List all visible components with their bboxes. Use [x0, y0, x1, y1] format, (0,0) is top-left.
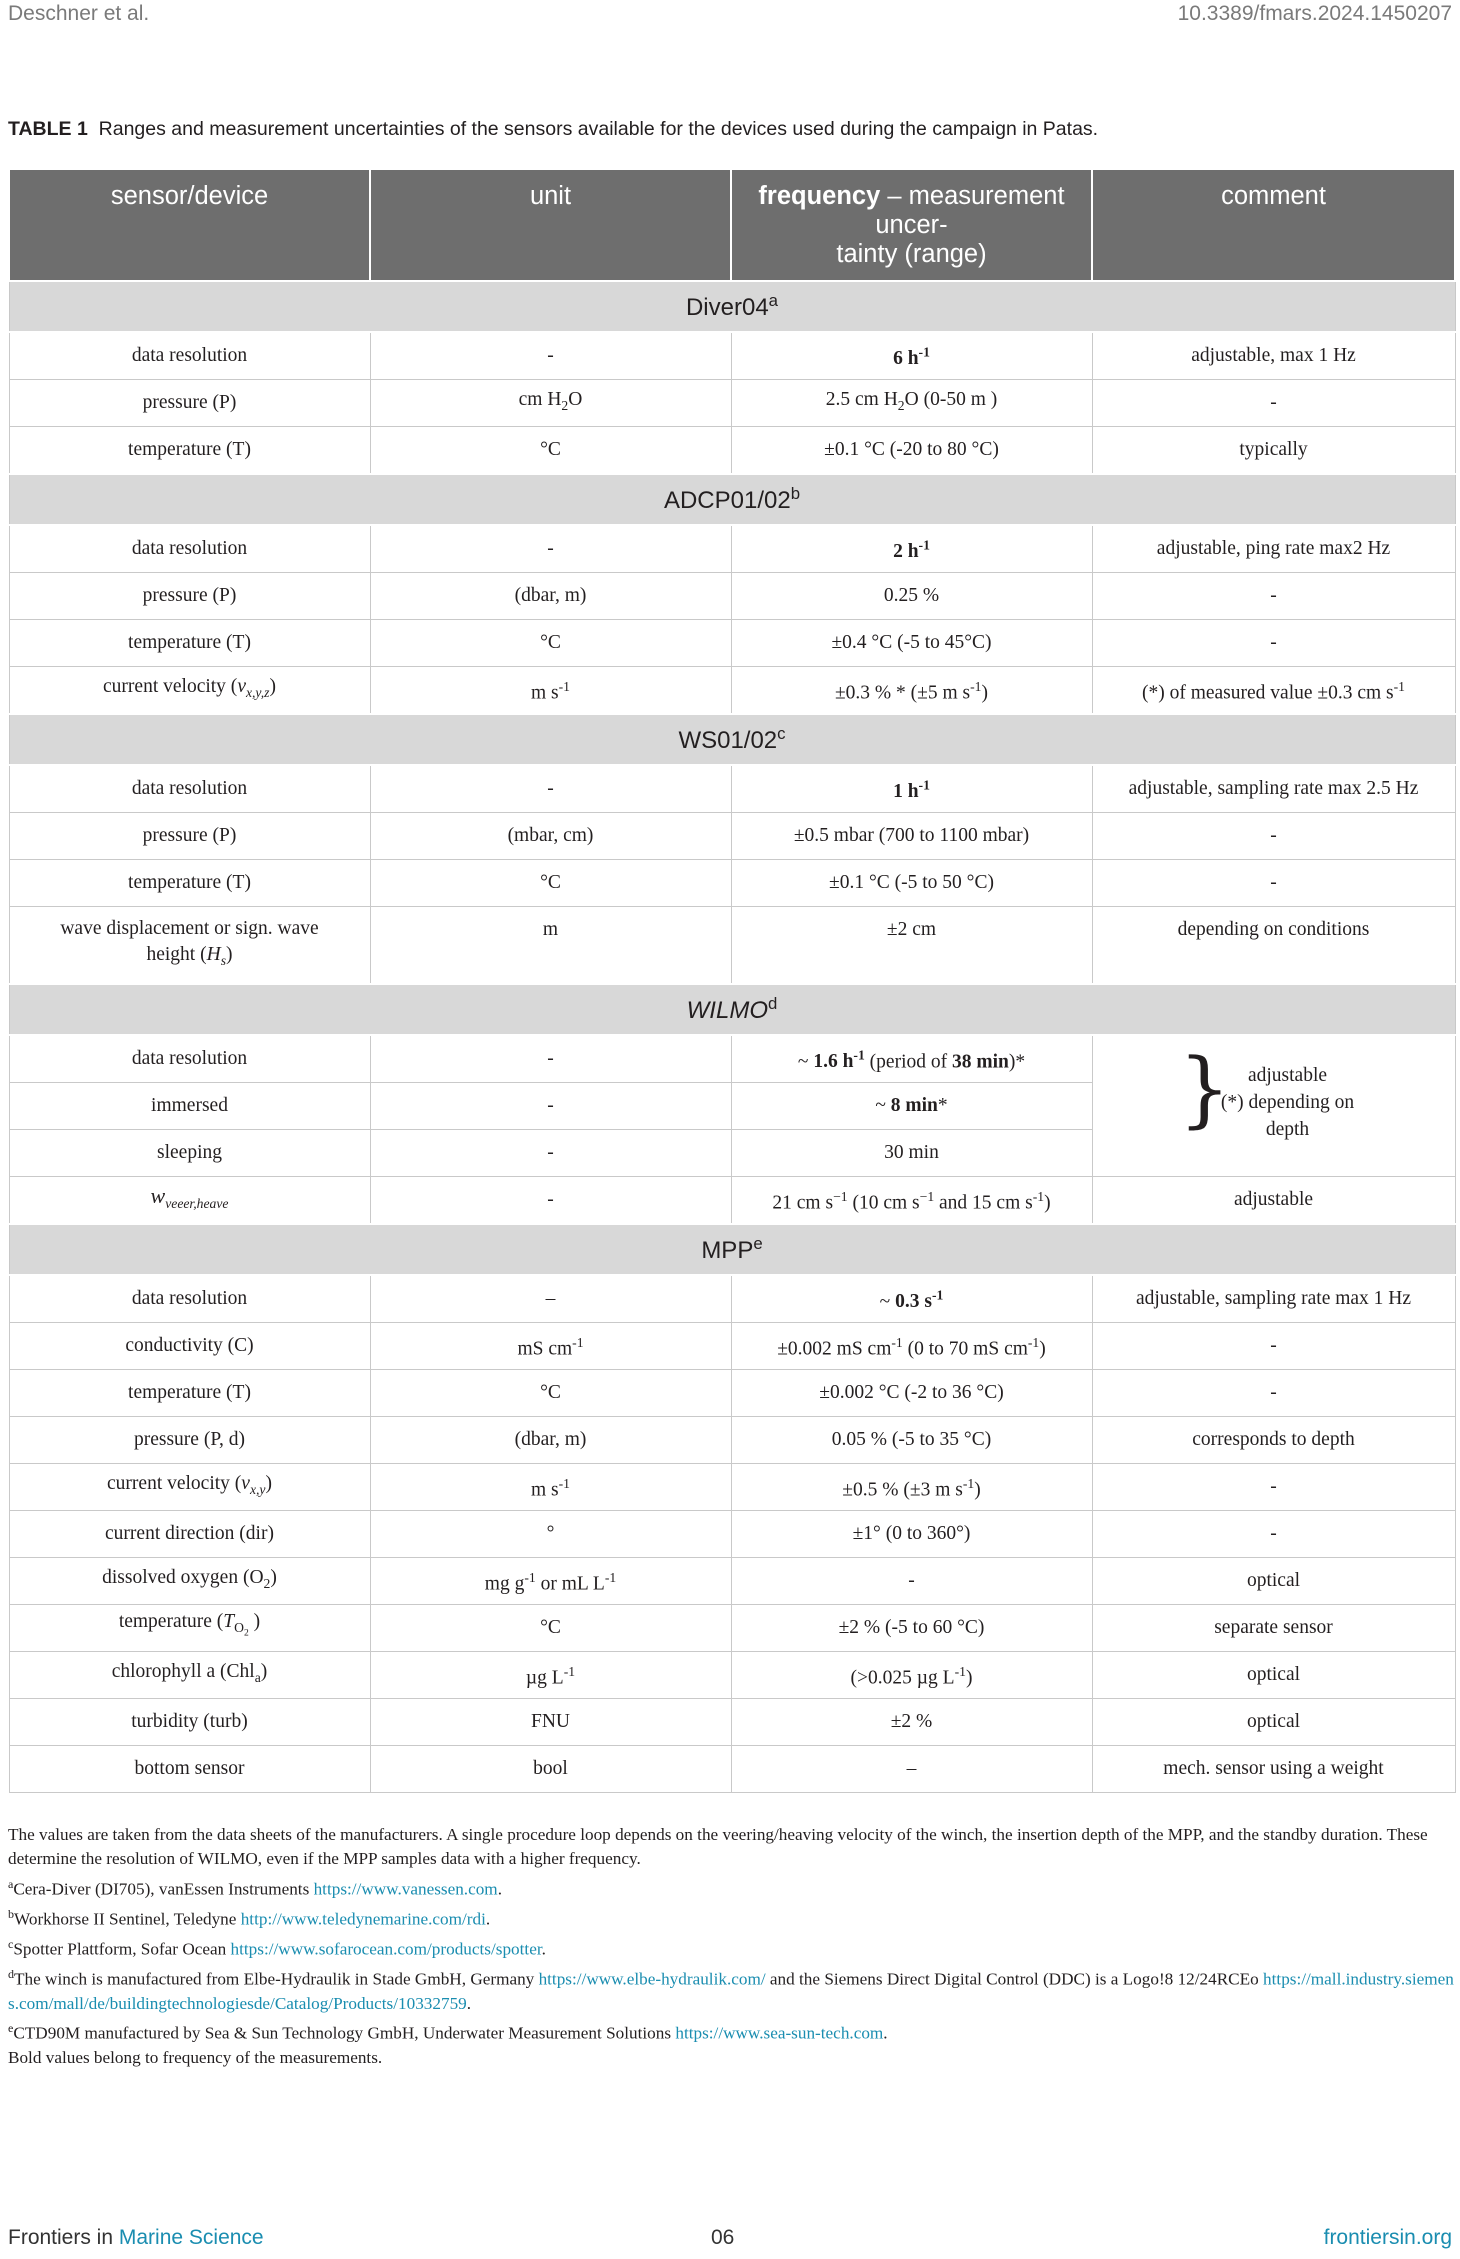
cell-sensor: temperature (T)	[9, 1370, 370, 1417]
table-row	[9, 907, 1455, 985]
cell-sensor: pressure (P)	[9, 813, 370, 860]
cell-sensor: temperature (T)	[9, 860, 370, 907]
table-row	[9, 427, 1455, 475]
cell-frequency: (>0.025 µg $L^{-1}$)	[731, 1652, 1092, 1699]
cell-unit: °C	[370, 620, 731, 667]
cell-comment: adjustable	[1092, 1177, 1455, 1225]
cell-sensor: pressure (P)	[9, 380, 370, 427]
table-row	[9, 573, 1455, 620]
cell-sensor: current direction (dir)	[9, 1511, 370, 1558]
footnote-link[interactable]: https://mall.industry.siemens.com/mall/de/buildingtechnologiesde/Catalog/Products/10332759	[8, 1969, 1454, 2013]
table-row	[9, 1417, 1455, 1464]
table-row	[9, 1511, 1455, 1558]
table-row	[9, 813, 1455, 860]
cell-comment: -	[1092, 1511, 1455, 1558]
running-header-doi: 10.3389/fmars.2024.1450207	[1177, 2, 1452, 25]
cell-sensor: data resolution	[9, 1275, 370, 1323]
cell-frequency: -	[731, 1558, 1092, 1605]
cell-unit: °C	[370, 1370, 731, 1417]
cell-unit: °C	[370, 860, 731, 907]
cell-sensor: pressure (P)	[9, 573, 370, 620]
brace-comment: adjustable (*) depending on depth	[1220, 1065, 1355, 1140]
cell-comment: adjustable, sampling rate max 2.5 Hz	[1092, 765, 1455, 813]
table-row	[9, 1746, 1455, 1793]
cell-comment: -	[1092, 573, 1455, 620]
table-row	[9, 1323, 1455, 1370]
section-title: WS01/02$^c$	[9, 714, 1455, 765]
cell-frequency: ±1° (0 to 360°)	[731, 1511, 1092, 1558]
cell-frequency: ±0.4 °C (-5 to 45°C)	[731, 620, 1092, 667]
cell-sensor: immersed	[9, 1083, 370, 1130]
table-row	[9, 1177, 1455, 1225]
cell-sensor: $w_{veeer,heave}$	[9, 1177, 370, 1225]
section-row-wilmo	[9, 984, 1455, 1035]
footnote-c: $^c$Spotter Plattform, Sofar Ocean https://www.sofarocean.com/products/spotter.	[8, 1936, 546, 1959]
cell-comment: mech. sensor using a weight	[1092, 1746, 1455, 1793]
footnote-bold-note: Bold values belong to frequency of the measurements.	[8, 2048, 383, 2068]
footnote-link[interactable]: http://www.teledynemarine.com/rdi	[240, 1909, 486, 1929]
cell-sensor: current velocity $(v_{x,y,z})$	[9, 667, 370, 715]
cell-sensor: data resolution	[9, 1035, 370, 1083]
cell-sensor: temperature (T)	[9, 620, 370, 667]
cell-frequency: ±0.5 mbar (700 to 1100 mbar)	[731, 813, 1092, 860]
section-title: MPP$^e$	[9, 1224, 1455, 1275]
section-row-ws	[9, 714, 1455, 765]
cell-unit: –	[370, 1275, 731, 1323]
table-row	[9, 1558, 1455, 1605]
table-row	[9, 1605, 1455, 1652]
table-row	[9, 667, 1455, 715]
table-row	[9, 1035, 1455, 1083]
cell-unit: -	[370, 1177, 731, 1225]
col-header-frequency	[731, 169, 1092, 281]
cell-sensor: conductivity (C)	[9, 1323, 370, 1370]
cell-unit: m $s^{-1}$	[370, 1464, 731, 1511]
table-row	[9, 1464, 1455, 1511]
footnote-link[interactable]: https://www.sofarocean.com/products/spotter	[230, 1939, 542, 1959]
cell-comment: corresponds to depth	[1092, 1417, 1455, 1464]
cell-frequency: 21 cm $s^{-1}$ (10 cm $s^{-1}$ and 15 cm $s^{-1}$)	[731, 1177, 1092, 1225]
cell-comment: optical	[1092, 1699, 1455, 1746]
cell-frequency: 0.25 %	[731, 573, 1092, 620]
cell-comment-merged	[1092, 1035, 1455, 1177]
cell-comment: optical	[1092, 1558, 1455, 1605]
cell-unit: -	[370, 525, 731, 573]
cell-unit: m	[370, 907, 731, 985]
cell-comment: adjustable, sampling rate max 1 Hz	[1092, 1275, 1455, 1323]
table-row	[9, 765, 1455, 813]
cell-sensor: data resolution	[9, 765, 370, 813]
cell-frequency: 2 $h^{-1}$	[731, 525, 1092, 573]
cell-comment: -	[1092, 1464, 1455, 1511]
table-row	[9, 1699, 1455, 1746]
cell-unit: -	[370, 332, 731, 380]
running-header-authors: Deschner et al.	[8, 2, 150, 25]
cell-frequency: ±2 cm	[731, 907, 1092, 985]
col-header-frequency-rest: – measurement uncer-	[875, 182, 1065, 239]
cell-unit: m $s^{-1}$	[370, 667, 731, 715]
cell-sensor: pressure (P, d)	[9, 1417, 370, 1464]
cell-sensor: temperature ($T_{O_2}$ )	[9, 1605, 370, 1652]
table-row	[9, 1370, 1455, 1417]
cell-sensor: turbidity (turb)	[9, 1699, 370, 1746]
cell-unit: mg $g^{-1}$ or mL $L^{-1}$	[370, 1558, 731, 1605]
page-number: 06	[711, 2226, 735, 2249]
footnote-e: $^e$CTD90M manufactured by Sea & Sun Technology GmbH, Underwater Measurement Solutions https://www.sea-sun-tech.com.	[8, 2021, 888, 2043]
cell-frequency: ±0.002 mS $cm^{-1}$ (0 to 70 mS $cm^{-1}$)	[731, 1323, 1092, 1370]
cell-sensor: wave displacement or sign. wave height $(H_s)$	[9, 907, 370, 985]
cell-frequency: 30 min	[731, 1130, 1092, 1177]
cell-unit: cm $H_2O$	[370, 380, 731, 427]
cell-frequency: 6 $h^{-1}$	[731, 332, 1092, 380]
caption-text: Ranges and measurement uncertainties of the sensors available for the devices used during the campaign in Patas.	[98, 118, 1099, 140]
cell-unit: FNU	[370, 1699, 731, 1746]
cell-comment: -	[1092, 1323, 1455, 1370]
table-row	[9, 525, 1455, 573]
footnote-a: $^a$Cera-Diver (DI705), vanEssen Instruments https://www.vanessen.com.	[8, 1876, 502, 1899]
cell-sensor: current velocity $(v_{x,y})$	[9, 1464, 370, 1511]
cell-comment: -	[1092, 860, 1455, 907]
cell-sensor: bottom sensor	[9, 1746, 370, 1793]
cell-comment: adjustable, max 1 Hz	[1092, 332, 1455, 380]
cell-frequency: ±0.1 °C (-20 to 80 °C)	[731, 427, 1092, 475]
cell-sensor: data resolution	[9, 525, 370, 573]
cell-sensor: data resolution	[9, 332, 370, 380]
cell-frequency: ~ 0.3 $s^{-1}$	[731, 1275, 1092, 1323]
section-row-diver	[9, 281, 1455, 332]
table-row	[9, 860, 1455, 907]
cell-unit: bool	[370, 1746, 731, 1793]
cell-comment: adjustable, ping rate max2 Hz	[1092, 525, 1455, 573]
table-row	[9, 1652, 1455, 1699]
footer-site-link[interactable]: frontiersin.org	[1323, 2226, 1452, 2249]
footnote-link[interactable]: https://www.sea-sun-tech.com	[675, 2023, 884, 2043]
cell-frequency: –	[731, 1746, 1092, 1793]
cell-unit: mS $cm^{-1}$	[370, 1323, 731, 1370]
cell-frequency: 2.5 cm $H_2O$ (0-50 m )	[731, 380, 1092, 427]
section-title: WILMO$^d$	[9, 984, 1455, 1035]
cell-unit: -	[370, 1035, 731, 1083]
footnote-b: $^b$Workhorse II Sentinel, Teledyne http://www.teledynemarine.com/rdi.	[8, 1906, 491, 1929]
cell-frequency: 1 $h^{-1}$	[731, 765, 1092, 813]
cell-comment: typically	[1092, 427, 1455, 475]
cell-unit: -	[370, 1083, 731, 1130]
cell-comment: -	[1092, 1370, 1455, 1417]
cell-frequency: ±0.3 % * (±5 m $s^{-1}$)	[731, 667, 1092, 715]
table-row	[9, 1275, 1455, 1323]
cell-unit: -	[370, 1130, 731, 1177]
table-label: TABLE 1	[8, 118, 88, 140]
cell-unit: -	[370, 765, 731, 813]
footnote-link[interactable]: https://www.elbe-hydraulik.com/	[538, 1969, 766, 1989]
cell-unit: °C	[370, 427, 731, 475]
table-footnotes	[8, 1823, 1454, 2070]
cell-sensor: chlorophyll a (Chl$_a$)	[9, 1652, 370, 1699]
cell-comment: optical	[1092, 1652, 1455, 1699]
cell-comment: -	[1092, 813, 1455, 860]
col-header-unit: unit	[370, 169, 731, 281]
cell-frequency: ±2 %	[731, 1699, 1092, 1746]
cell-frequency: ±0.5 % (±3 m $s^{-1}$)	[731, 1464, 1092, 1511]
cell-unit: (dbar, m)	[370, 1417, 731, 1464]
footnote-main: The values are taken from the data sheets of the manufacturers. A single procedure loop depends on the veering/heaving velocity of the winch, the insertion depth of the MPP, and the standby duration. These determine the resolution of WILMO, even if the MPP samples data with a higher frequency.	[8, 1825, 1428, 1869]
sensor-table	[8, 168, 1456, 1793]
cell-comment: depending on conditions	[1092, 907, 1455, 985]
table-row	[9, 620, 1455, 667]
cell-frequency: ~ 1.6 $h^{-1}$ (period of 38 min)*	[731, 1035, 1092, 1083]
footnote-link[interactable]: https://www.vanessen.com	[313, 1879, 498, 1899]
table-row	[9, 332, 1455, 380]
cell-comment: -	[1092, 620, 1455, 667]
cell-unit: °C	[370, 1605, 731, 1652]
section-row-mpp	[9, 1224, 1455, 1275]
cell-frequency: ~ 8 min*	[731, 1083, 1092, 1130]
table-caption	[8, 118, 1448, 141]
col-header-frequency-bold: frequency	[758, 182, 881, 210]
cell-frequency: ±0.002 °C (-2 to 36 °C)	[731, 1370, 1092, 1417]
section-title: Diver04$^a$	[9, 281, 1455, 332]
col-header-comment: comment	[1092, 169, 1455, 281]
right-brace-icon: }	[1178, 1042, 1231, 1137]
cell-unit: (mbar, cm)	[370, 813, 731, 860]
col-header-sensor: sensor/device	[9, 169, 370, 281]
cell-sensor: dissolved oxygen $(O_2)$	[9, 1558, 370, 1605]
footnote-d: $^d$The winch is manufactured from Elbe-Hydraulik in Stade GmbH, Germany https://www.elbe-hydraulik.com/ and the Siemens Direct Digital Control (DDC) is a Logo!8 12/24RCEo https://mall.industry.siemens.com/mall/de/buildingtechnologiesde/Catalog/Products/10332759.	[8, 1966, 1454, 2013]
cell-comment: -	[1092, 380, 1455, 427]
cell-unit: µg $L^{-1}$	[370, 1652, 731, 1699]
section-title: ADCP01/02$^b$	[9, 474, 1455, 525]
cell-frequency: ±0.1 °C (-5 to 50 °C)	[731, 860, 1092, 907]
cell-frequency: ±2 % (-5 to 60 °C)	[731, 1605, 1092, 1652]
cell-unit: (dbar, m)	[370, 573, 731, 620]
cell-unit: °	[370, 1511, 731, 1558]
cell-sensor: temperature (T)	[9, 427, 370, 475]
col-header-frequency-rest2: tainty (range)	[836, 240, 987, 268]
journal-name-link[interactable]: Marine Science	[118, 2226, 264, 2249]
cell-sensor: sleeping	[9, 1130, 370, 1177]
table-row	[9, 380, 1455, 427]
section-row-adcp	[9, 474, 1455, 525]
table-header-row	[9, 169, 1455, 281]
cell-comment: separate sensor	[1092, 1605, 1455, 1652]
footer-journal: Frontiers in Marine Science	[8, 2226, 264, 2249]
cell-comment: (*) of measured value ±0.3 cm $s^{-1}$	[1092, 667, 1455, 715]
cell-frequency: 0.05 % (-5 to 35 °C)	[731, 1417, 1092, 1464]
